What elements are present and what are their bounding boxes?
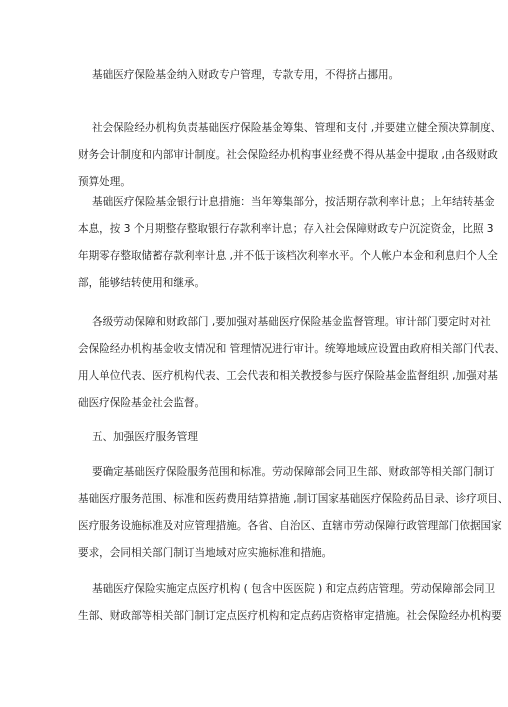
heading-line: 五、加强医疗服务管理 [92,431,198,443]
paragraph-fund-management [78,62,430,89]
text-line: 会保险经办机构基金收支情况和 管理情况进行审计。统筹地域应设置由政府相关部门代表、 [78,343,506,355]
text-line: 社会保险经办机构负责基础医疗保险基金筹集、管理和支付 ,并要建立健全预决算制度、 [92,122,502,134]
text-line: 基础医疗保险基金纳入财政专户管理，专款专用，不得挤占挪用。 [92,69,400,81]
text-line: 财务会计制度和内部审计制度。社会保险经办机构事业经费不得从基金中提取 ,由各级财政 [78,149,498,161]
paragraph-agency-responsibility [78,115,502,196]
text-line: 年期零存整取储蓄存款利率计息 ,并不低于该档次利率水平。个人帐户本金和利息归个人全 [78,250,498,262]
section-heading [78,424,430,451]
text-line: 基础医疗服务范围、标准和医药费用结算措施 ,制订国家基础医疗保险药品目录、诊疗项目、 [78,493,508,505]
text-line: 各级劳动保障和财政部门 ,要加强对基础医疗保险基金监督管理。审计部门要定时对社 [92,316,491,328]
text-line: 生部、财政部等相关部门制订定点医疗机构和定点药店资格审定措施。社会保险经办机构要 [78,610,502,622]
text-line: 基础医疗保险实施定点医疗机构 ( 包含中医医院 ) 和定点药店管理。劳动保障部会同卫 [92,583,496,595]
text-line: 用人单位代表、医疗机构代表、工会代表和相关教授参与医疗保险基金监督组织 ,加强对基 [78,370,498,382]
text-line: 医疗服务设施标准及对应管理措施。各省、自治区、直辖市劳动保障行政管理部门依据国家 [78,520,502,532]
paragraph-designated-institutions [78,576,502,630]
text-line: 预算处理。 [78,176,131,188]
text-line: 本息，按 3 个月期整存整取银行存款利率计息；存入社会保障财政专户沉淀资金，比照 3 [78,223,494,235]
text-line: 部，能够结转使用和继承。 [78,277,206,289]
paragraph-supervision [78,309,506,417]
text-line: 要确定基础医疗保险服务范围和标准。劳动保障部会同卫生部、财政部等相关部门制订 [92,466,495,478]
text-line: 础医疗保险基金社会监督。 [78,397,206,409]
paragraph-interest-measures [78,189,498,297]
text-line: 基础医疗保险基金银行计息措施：当年筹集部分，按活期存款利率计息；上年结转基金 [92,196,495,208]
paragraph-service-scope [78,459,508,567]
text-line: 要求，会同相关部门制订当地域对应实施标准和措施。 [78,547,333,559]
